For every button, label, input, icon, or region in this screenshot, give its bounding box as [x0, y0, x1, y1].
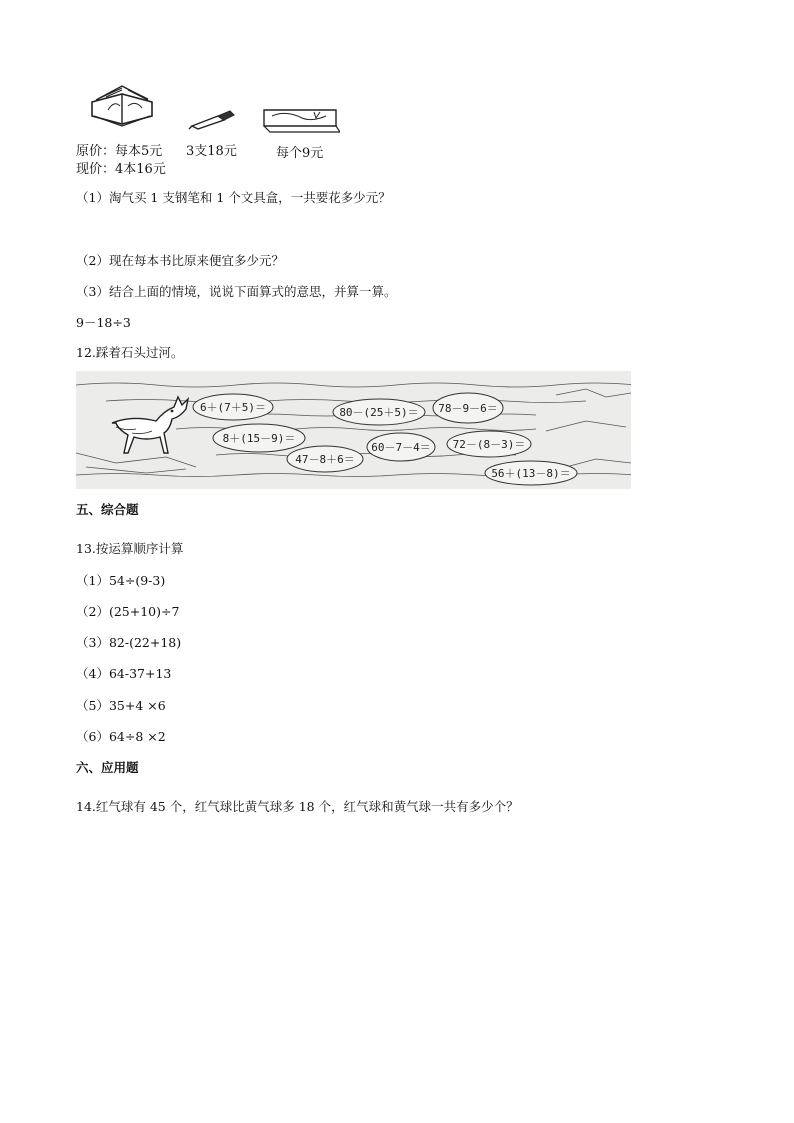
pen-price: 3支18元: [186, 144, 237, 159]
stone-2: 80－(25＋5)＝: [332, 398, 426, 426]
q13-item-6: （6）64÷8 ×2: [76, 729, 166, 744]
q14-text: 14.红气球有 45 个，红气球比黄气球多 18 个，红气球和黄气球一共有多少个？: [76, 799, 519, 814]
stone-1: 6＋(7＋5)＝: [192, 393, 274, 421]
book-icon: [88, 80, 156, 130]
stone-8: 56＋(13－8)＝: [484, 460, 578, 486]
q11-part2: （2）现在每本书比原来便宜多少元？: [76, 253, 284, 268]
q11-part1: （1）淘气买 1 支钢笔和 1 个文具盒，一共要花多少元？: [76, 190, 391, 205]
q13-item-5: （5）35+4 ×6: [76, 698, 166, 713]
stone-7: 47－8＋6＝: [286, 445, 364, 473]
q12-title: 12.踩着石头过河。: [76, 345, 184, 360]
box-price: 每个9元: [276, 146, 324, 161]
pencil-box-icon: [260, 104, 340, 134]
book-current-price: 现价：4本16元: [76, 162, 166, 177]
q13-item-1: （1）54÷(9-3): [76, 573, 166, 588]
q13-item-3: （3）82-(22+18): [76, 635, 182, 650]
q13-title: 13.按运算顺序计算: [76, 541, 184, 556]
q11-expression: 9－18÷3: [76, 315, 131, 330]
q13-item-4: （4）64-37+13: [76, 666, 172, 681]
goat-icon: [102, 393, 192, 461]
book-original-price: 原价：每本5元: [76, 144, 163, 159]
stone-6: 72－(8－3)＝: [446, 430, 532, 458]
section-6-heading: 六、应用题: [76, 760, 139, 775]
stone-4: 8＋(15－9)＝: [212, 423, 306, 453]
pen-icon: [188, 108, 236, 130]
section-5-heading: 五、综合题: [76, 502, 139, 517]
stone-5: 60－7－4＝: [366, 432, 436, 462]
q13-item-2: （2）(25+10)÷7: [76, 604, 180, 619]
stone-3: 78－9－6＝: [432, 392, 504, 424]
q11-part3: （3）结合上面的情境，说说下面算式的意思，并算一算。: [76, 284, 397, 299]
